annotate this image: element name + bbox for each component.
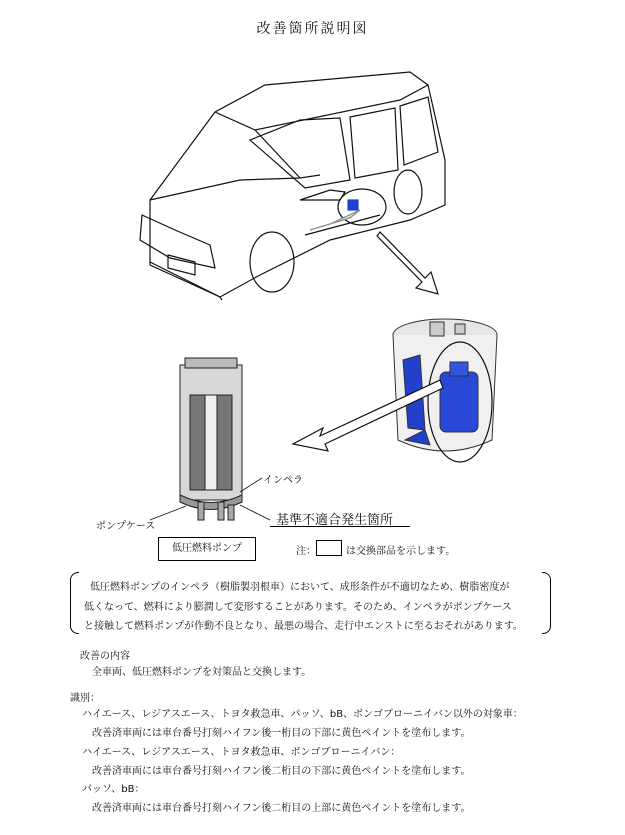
low-pressure-pump-box: 低圧燃料ポンプ [158,537,256,561]
identification-line: 改善済車両には車台番号打刻ハイフン後一桁目の下部に黄色ペイントを塗布します。 [92,728,471,739]
defect-location-label: 基準不適合発生箇所 [276,513,394,528]
van-drawing [140,72,445,300]
identification-line: 改善済車両には車台番号打刻ハイフン後二桁目の下部に黄色ペイントを塗布します。 [92,766,471,777]
page-title: 改善箇所説明図 [256,21,369,37]
impeller-label: インペラ [263,475,303,486]
description-line: 低圧燃料ポンプのインペラ（樹脂製羽根車）において、成形条件が不適切なため、樹脂密度が [90,582,510,593]
improvement-body: 全車両、低圧燃料ポンプを対策品と交換します。 [92,667,312,678]
bracket-right [542,572,551,634]
identification-line: ハイエース、レジアスエース、トヨタ救急車、パッソ、bB、ボンゴブローニイバン以外の対象車： [82,709,523,720]
identification-heading: 識別： [70,693,100,704]
note-prefix: 注： [296,546,316,557]
identification-line: 改善済車両には車台番号打刻ハイフン後二桁目の上部に黄色ペイントを塗布します。 [92,803,471,814]
low-pressure-pump-drawing [180,358,242,520]
identification-line: ハイエース、レジアスエース、トヨタ救急車、ボンゴブローニイバン： [82,747,401,758]
arrow-down-icon [377,232,438,294]
description-line: 低くなって、燃料により膨潤して変形することがあります。そのため、インペラがポンプケース [84,602,512,613]
note-text: は交換部品を示します。 [346,546,456,557]
bracket-left [70,572,79,634]
fuel-pump-module-drawing [393,319,497,462]
legend-box-icon [316,540,342,556]
description-line: と接触して燃料ポンプが作動不良となり、最悪の場合、走行中エンストに至るおそれがあります。 [84,621,523,632]
pump-case-label: ポンプケース [96,521,156,532]
improvement-heading: 改善の内容 [80,651,130,662]
defect-underline [270,526,410,527]
identification-line: パッソ、bB： [82,784,145,795]
